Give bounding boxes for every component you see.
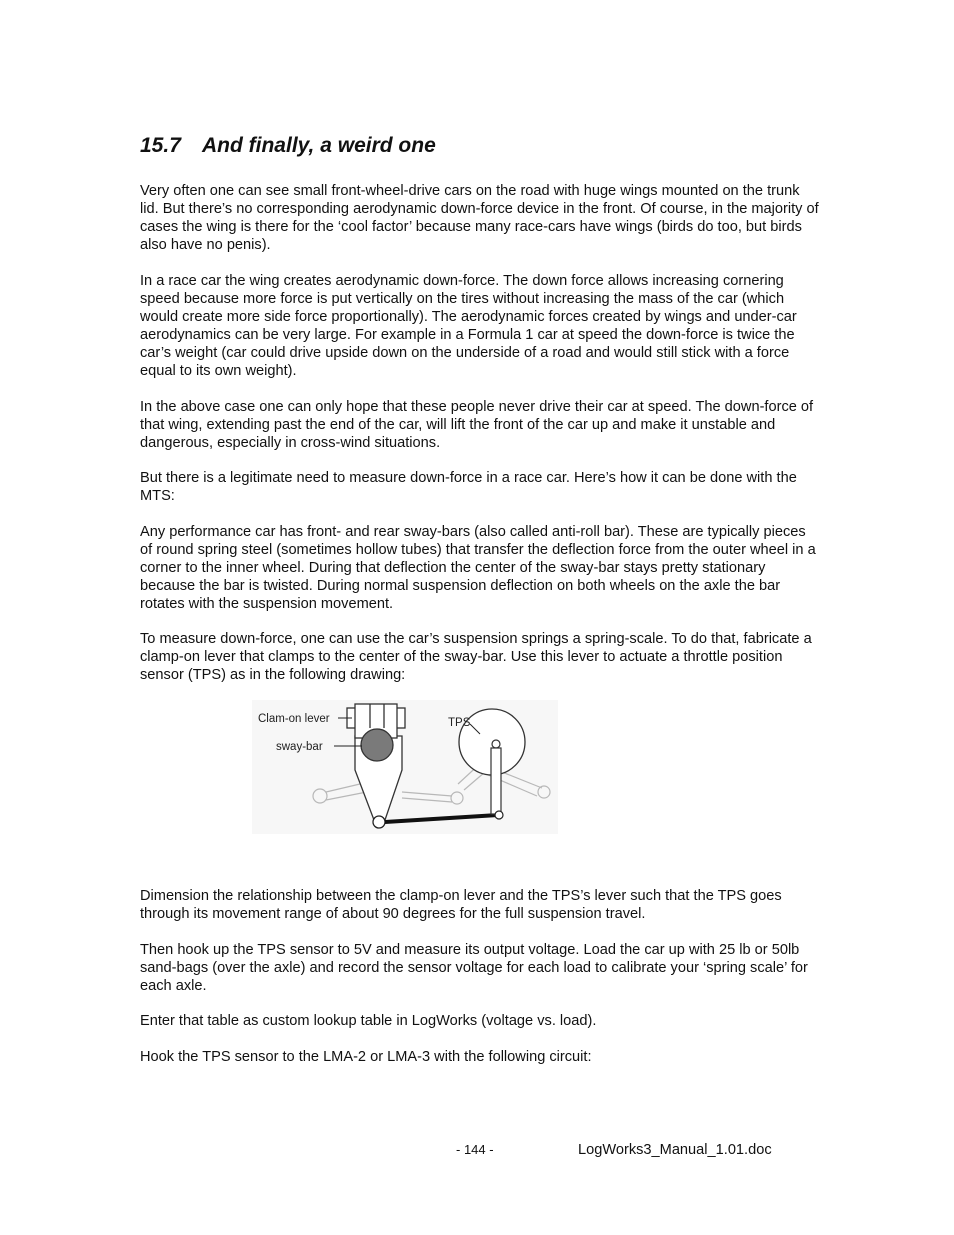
paragraph-downforce: In a race car the wing creates aerodynamic down-force. The down force allows increasing cornering speed because more force is put vertically on the tires without increasing the mass of the car (which would create more side force proportionally). The aerodynamic forces created by wings and under-car aerodynamics can be very large. For example in a Formula 1 car at speed the down-force is twice the car’s weight (car could drive upside down on the underside of a road and would still stick with a force equal to its own weight).: [140, 273, 797, 379]
sway-bar-section: [361, 729, 393, 761]
sway-bar-label: sway-bar: [276, 741, 323, 753]
page-number: - 144 -: [456, 1142, 494, 1157]
paragraph-lookup-table: Enter that table as custom lookup table in LogWorks (voltage vs. load).: [140, 1013, 597, 1029]
tps-shaft: [492, 740, 500, 748]
sway-bar-tps-drawing: [252, 700, 558, 834]
paragraph-dimension: Dimension the relationship between the clamp-on lever and the TPS’s lever such that the TPS goes through its movement range of about 90 degrees for the full suspension travel.: [140, 888, 782, 922]
paragraph-legitimate-need: But there is a legitimate need to measure down-force in a race car. Here’s how it can be done with the MTS:: [140, 470, 797, 504]
tps-label: TPS: [448, 717, 471, 729]
section-number: 15.7: [140, 134, 181, 157]
section-heading: [140, 134, 436, 158]
document-name: LogWorks3_Manual_1.01.doc: [578, 1142, 772, 1158]
section-title: And finally, a weird one: [202, 134, 436, 157]
clamp-on-lever-label: Clam-on lever: [258, 713, 330, 725]
tps-lever-pivot: [495, 811, 503, 819]
lever-pivot: [373, 816, 385, 828]
paragraph-sway-bars: Any performance car has front- and rear sway-bars (also called anti-roll bar). These are typically pieces of round spring steel (sometimes hollow tubes) that transfer the deflection force from the outer wheel in a corner to the inner wheel. During that deflection the center of the sway-bar stays pretty stationary because the bar is twisted. During normal suspension deflection on both wheels on the axle the bar rotates with the suspension movement.: [140, 524, 816, 612]
paragraph-hook-up: Then hook up the TPS sensor to 5V and measure its output voltage. Load the car up with 25 lb or 50lb sand-bags (over the axle) and record the sensor voltage for each load to calibrate your ‘spring scale’ for each axle.: [140, 942, 808, 994]
tps-lever: [491, 748, 501, 814]
paragraph-wings: Very often one can see small front-wheel-drive cars on the road with huge wings mounted on the trunk lid. But there’s no corresponding aerodynamic down-force device in the front. Of course, in the majority of cases the wing is there for the ‘cool factor’ because many race-cars have wings (birds do too, but birds also have no penis).: [140, 183, 819, 253]
paragraph-above-case: In the above case one can only hope that these people never drive their car at speed. The down-force of that wing, extending past the end of the car, will lift the front of the car up and make it unstable and dangerous, especially in cross-wind situations.: [140, 399, 814, 451]
paragraph-circuit: Hook the TPS sensor to the LMA-2 or LMA-3 with the following circuit:: [140, 1049, 592, 1065]
paragraph-measure: To measure down-force, one can use the car’s suspension springs a spring-scale. To do that, fabricate a clamp-on lever that clamps to the center of the sway-bar. Use this lever to actuate a throttle position sensor (TPS) as in the following drawing:: [140, 631, 812, 683]
